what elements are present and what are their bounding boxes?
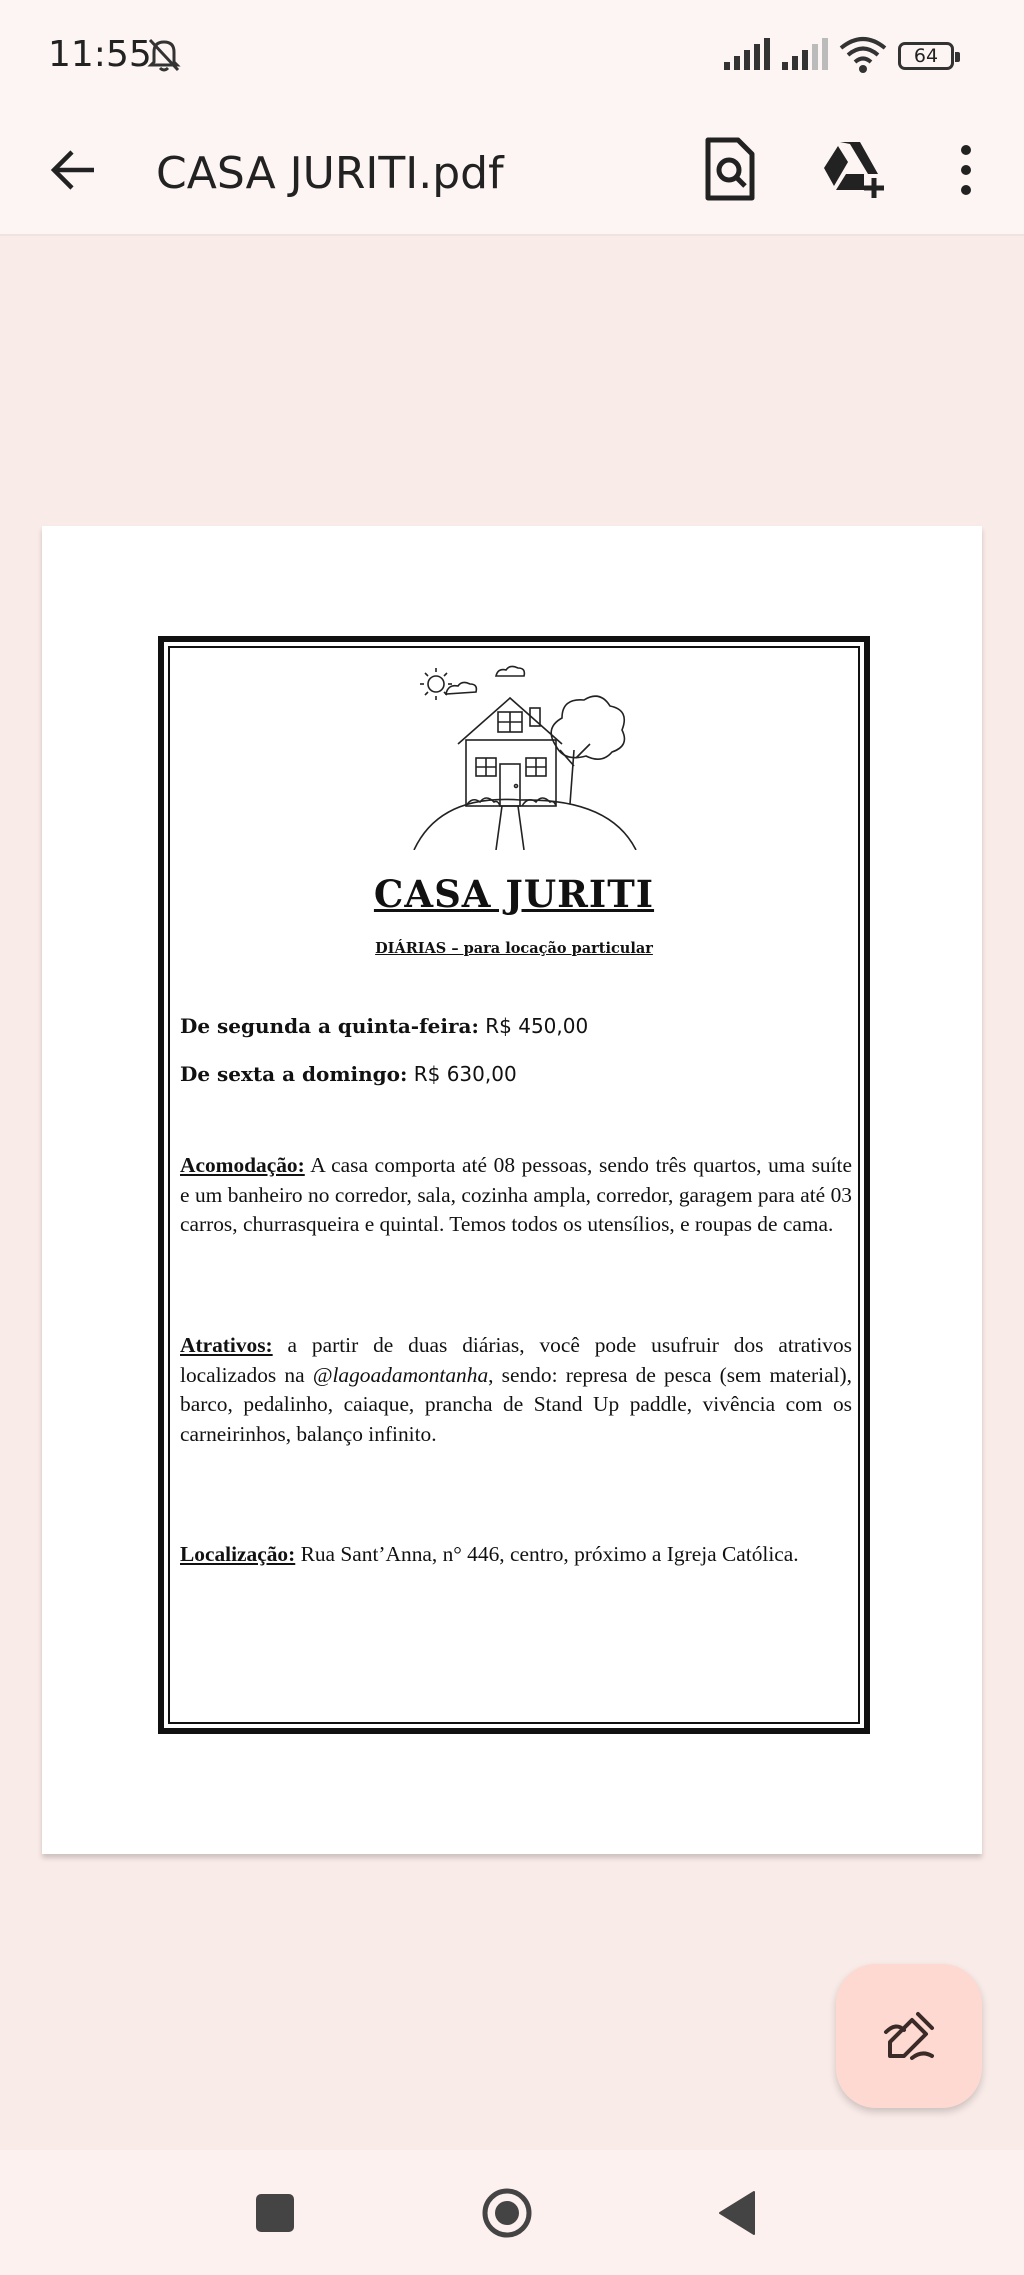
annotate-button[interactable]	[836, 1964, 982, 2108]
house-illustration	[410, 654, 640, 850]
bell-off-icon	[144, 34, 184, 74]
status-time: 11:55	[48, 34, 152, 75]
attractions-paragraph	[180, 1331, 852, 1449]
signal-icon	[722, 38, 774, 72]
price-weekend-label: De sexta a domingo:	[180, 1062, 408, 1086]
app-bar	[0, 118, 1024, 236]
instagram-handle: @lagoadamontanha	[312, 1362, 489, 1387]
add-to-drive-icon[interactable]	[820, 138, 886, 200]
signal-icon	[780, 38, 832, 72]
location-text: Rua Sant’Anna, n° 446, centro, próximo a Igreja Católica.	[295, 1542, 799, 1566]
attractions-text-before: a partir de duas diárias, você pode usufruir dos atrativos localizados na	[180, 1333, 852, 1387]
wifi-icon	[838, 34, 888, 74]
location-heading: Localização:	[180, 1542, 296, 1566]
annotate-pen-icon	[882, 2010, 936, 2064]
price-weekend-value: R$ 630,00	[407, 1062, 517, 1086]
attractions-heading: Atrativos:	[180, 1333, 273, 1357]
attractions-text-after: , sendo: represa de pesca (sem material), barco, pedalinho, caiaque, prancha de Stand Up paddle, vivência com os carneirinhos, balanço infinito.	[180, 1362, 852, 1446]
accommodation-heading: Acomodação:	[180, 1153, 305, 1177]
flyer-border	[158, 636, 870, 1734]
price-weekday-value: R$ 450,00	[478, 1014, 589, 1038]
pdf-page[interactable]	[42, 526, 982, 1854]
price-weekday-label: De segunda a quinta-feira:	[180, 1014, 479, 1038]
find-in-page-icon[interactable]	[700, 136, 760, 202]
back-arrow-icon[interactable]	[44, 140, 104, 200]
flyer-content	[168, 646, 860, 1724]
battery-icon: 64	[898, 42, 954, 70]
flyer-subtitle: DIÁRIAS – para locação particular	[375, 940, 653, 957]
status-bar	[0, 0, 1024, 118]
more-vert-icon[interactable]	[948, 140, 984, 200]
back-triangle-icon[interactable]	[716, 2188, 758, 2238]
recents-square-icon[interactable]	[256, 2194, 294, 2232]
system-nav-bar	[0, 2150, 1024, 2275]
price-weekday	[180, 1014, 840, 1038]
home-circle-icon[interactable]	[480, 2186, 534, 2240]
accommodation-paragraph	[180, 1151, 852, 1240]
price-weekend	[180, 1062, 840, 1086]
document-title: CASA JURITI.pdf	[156, 148, 504, 199]
location-paragraph	[180, 1540, 852, 1570]
flyer-title: CASA JURITI	[373, 872, 655, 916]
accommodation-text: A casa comporta até 08 pessoas, sendo três quartos, uma suíte e um banheiro no corredor, sala, cozinha ampla, corredor, garagem para até 03 carros, churrasqueira e quintal. Temos todos os utensílios, e roupas de cama.	[180, 1153, 852, 1236]
